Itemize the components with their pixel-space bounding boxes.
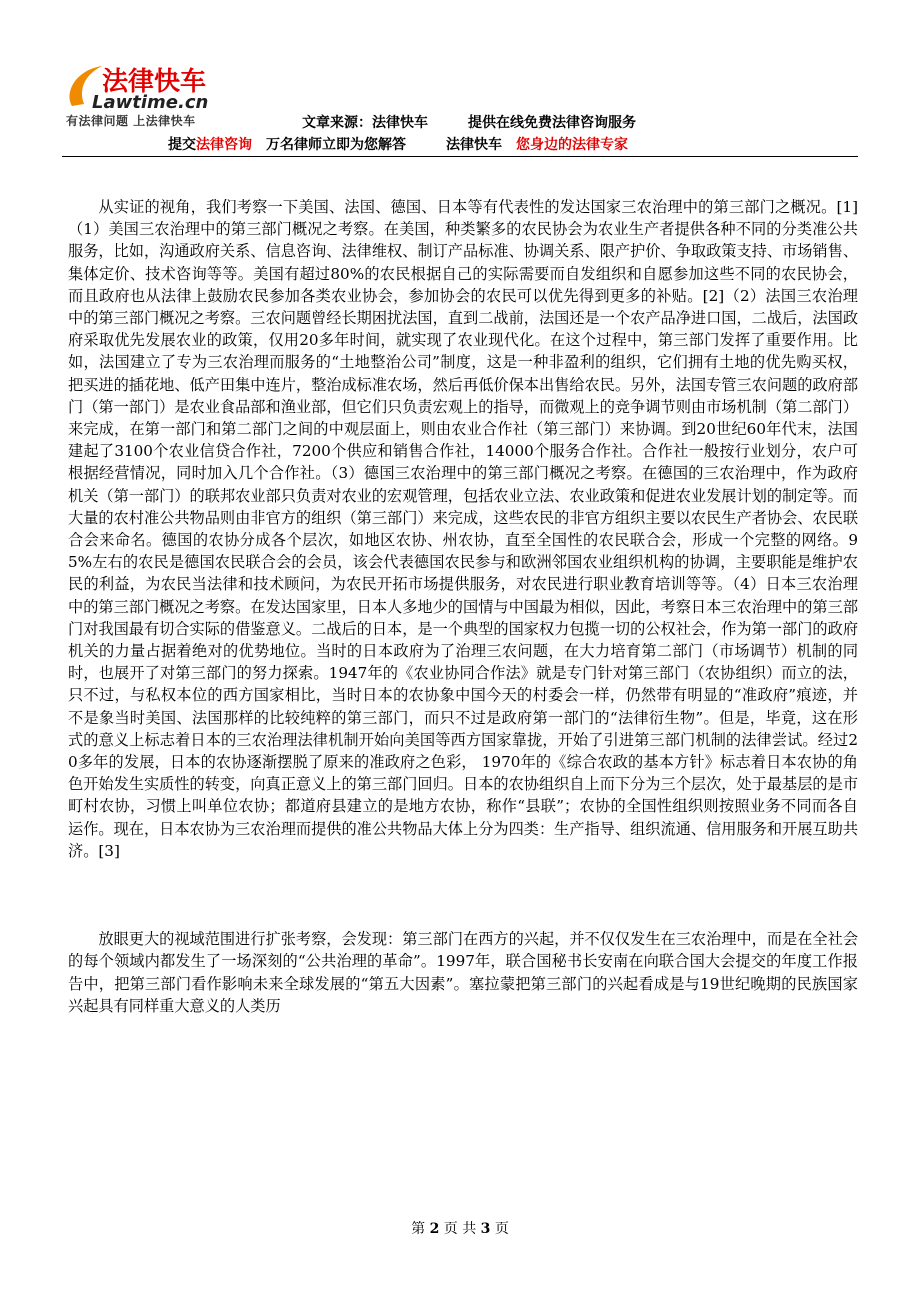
footer-suffix: 页: [494, 1221, 509, 1237]
header-line-1: [302, 112, 636, 132]
logo-domain: Lawtime.cn: [92, 92, 209, 112]
current-page-number: 2: [429, 1221, 440, 1237]
header-divider: [62, 156, 858, 157]
paragraph-1: 从实证的视角，我们考察一下美国、法国、德国、日本等有代表性的发达国家三农治理中的第三部门之概况。[1]（1）美国三农治理中的第三部门概况之考察。在美国，种类繁多的农民协会为农业生产者提供各种不同的分类准公共服务，比如，沟通政府关系、信息咨询、法律维权、制订产品标准、协调关系、限产护价、争取政策支持、市场销售、集体定价、技术咨询等等。美国有超过80%的农民根据自己的实际需要而自发组织和自愿参加这些不同的农民协会，而且政府也从法律上鼓励农民参加各类农业协会，参加协会的农民可以优先得到更多的补贴。[2]（2）法国三农治理中的第三部门概况之考察。三农问题曾经长期困扰法国，直到二战前，法国还是一个农产品净进口国，二战后，法国政府采取优先发展农业的政策，仅用20多年时间，就实现了农业现代化。在这个过程中，第三部门发挥了重要作用。比如，法国建立了专为三农治理而服务的“土地整治公司”制度，这是一种非盈利的组织，它们拥有土地的优先购买权，把买进的插花地、低产田集中连片，整治成标准农场，然后再低价保本出售给农民。另外，法国专管三农问题的政府部门（第一部门）是农业食品部和渔业部，但它们只负责宏观上的指导，而微观上的竞争调节则由市场机制（第二部门）来完成，在第一部门和第二部门之间的中观层面上，则由农业合作社（第三部门）来协调。到20世纪60年代末，法国建起了3100个农业信贷合作社，7200个供应和销售合作社，14000个服务合作社。合作社一般按行业划分，农户可根据经营情况，同时加入几个合作社。（3）德国三农治理中的第三部门概况之考察。在德国的三农治理中，作为政府机关（第一部门）的联邦农业部只负责对农业的宏观管理，包括农业立法、农业政策和促进农业发展计划的制定等。而大量的农村准公共物品则由非官方的组织（第三部门）来完成，这些农民的非官方组织主要以农民生产者协会、农民联合会来命名。德国的农协分成各个层次，如地区农协、州农协，直至全国性的农民联合会，形成一个完整的网络。95%左右的农民是德国农民联合会的会员，该会代表德国农民参与和欧洲邻国农业组织机构的协调，主要职能是维护农民的利益，为农民当法律和技术顾问，为农民开拓市场提供服务，对农民进行职业教育培训等等。（4）日本三农治理中的第三部门概况之考察。在发达国家里，日本人多地少的国情与中国最为相似，因此，考察日本三农治理中的第三部门对我国最有切合实际的借鉴意义。二战后的日本，是一个典型的国家权力包揽一切的公权社会，作为第一部门的政府机关的力量占据着绝对的优势地位。当时的日本政府为了治理三农问题，在大力培育第二部门（市场调节）机制的同时，也展开了对第三部门的努力探索。1947年的《农业协同合作法》就是专门针对第三部门（农协组织）而立的法，只不过，与私权本位的西方国家相比，当时日本的农协象中国今天的村委会一样，仍然带有明显的“准政府”痕迹，并不是象当时美国、法国那样的比较纯粹的第三部门，而只不过是政府第一部门的“法律衍生物”。但是，毕竟，这在形式的意义上标志着日本的三农治理法律机制开始向美国等西方国家靠拢，开始了引进第三部门机制的法律尝试。经过20多年的发展，日本的农协逐渐摆脱了原来的准政府之色彩， 1970年的《综合农政的基本方针》标志着日本农协的角色开始发生实质性的转变，向真正意义上的第三部门回归。日本的农协组织自上而下分为三个层次，处于最基层的是市町村农协，习惯上叫单位农协；都道府县建立的是地方农协，称作“县联”；农协的全国性组织则按照业务不同而各自运作。现在，日本农协为三农治理而提供的准公共物品大体上分为四类：生产指导、组织流通、信用服务和开展互助共济。[3]: [68, 198, 858, 860]
lawyers-label: 万名律师立即为您解答: [266, 137, 406, 153]
paragraph-2: 放眼更大的视域范围进行扩张考察，会发现：第三部门在西方的兴起，并不仅仅发生在三农治理中，而是在全社会的每个领域内都发生了一场深刻的“公共治理的革命”。1997年，联合国秘书长安南在向联合国大会提交的年度工作报告中，把第三部门看作影响未来全球发展的“第五大因素”。塞拉蒙把第三部门的兴起看成是与19世纪晚期的民族国家兴起具有同样重大意义的人类历: [68, 930, 858, 1015]
slogan-label: 您身边的法律专家: [516, 137, 628, 153]
total-page-number: 3: [480, 1221, 491, 1237]
lawtime-logo[interactable]: [62, 62, 262, 132]
brand-label: 法律快车: [446, 137, 502, 153]
footer-prefix: 第: [411, 1221, 426, 1237]
article-body: [68, 196, 858, 1017]
footer-middle: 页 共: [443, 1221, 477, 1237]
submit-prefix: 提交: [168, 137, 196, 153]
logo-swoosh-icon: [62, 62, 262, 112]
service-label: 提供在线免费法律咨询服务: [468, 115, 636, 131]
page-footer: [0, 1218, 920, 1238]
page-header: [62, 62, 858, 158]
logo-tagline: 有法律问题 上法律快车: [66, 114, 196, 128]
header-line-2: [168, 134, 628, 154]
legal-consult-link[interactable]: 法律咨询: [196, 137, 252, 153]
source-label: 文章来源：法律快车: [302, 115, 428, 131]
logo-text: 法律快车: [102, 67, 207, 97]
